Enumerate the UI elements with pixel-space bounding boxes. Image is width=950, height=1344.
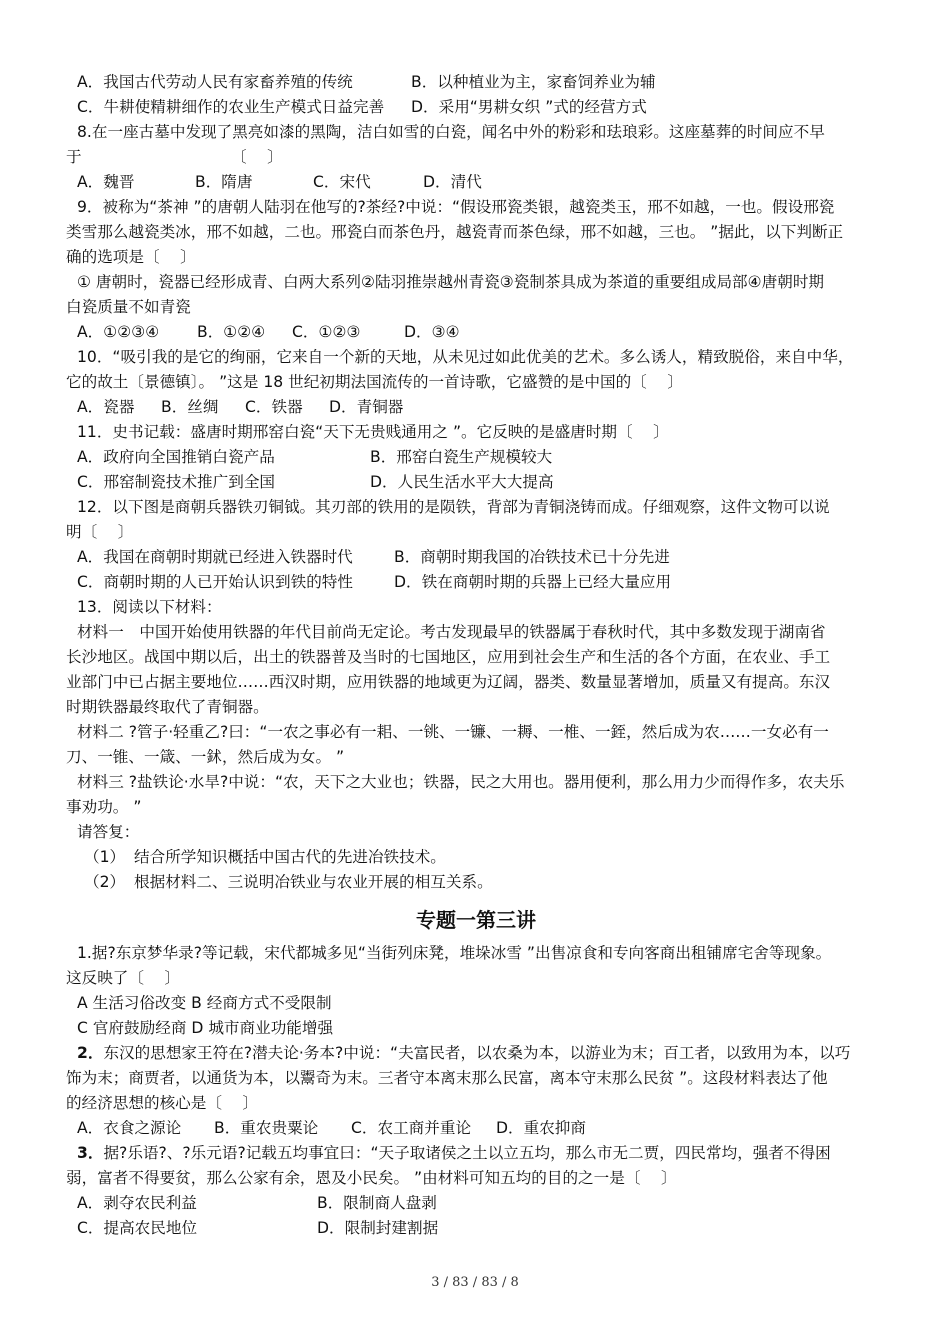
q9-options <box>66 320 886 345</box>
q10-text-line-1: 10．“吸引我的是它的绚丽，它来自一个新的天地，从未见过如此优美的艺术。多么诱人，精致脱俗，来自中华， <box>77 348 854 366</box>
q7-option-c: C．牛耕使精耕细作的农业生产模式日益完善 <box>77 98 385 116</box>
q12-options-row-1 <box>66 545 886 570</box>
q10-options <box>66 395 886 420</box>
s3-q2-number: 2． <box>77 1044 104 1062</box>
q13-material1-line-2: 长沙地区。战国中期以后，出土的铁器普及当时的七国地区，应用到社会生产和生活的各个方面，在农业、手工 <box>66 648 831 666</box>
q7-option-a: A．我国古代劳动人民有家畜养殖的传统 <box>77 73 353 91</box>
s3-q3-option-c: C．提高农民地位 <box>77 1219 198 1237</box>
q9-option-c: C．①②③ <box>292 323 361 341</box>
q13-material2-line-2: 刀、一锥、一箴、一鉥，然后成为女。 ” <box>66 748 345 766</box>
q8-option-d: D．清代 <box>423 173 482 191</box>
s3-q1-text-line-2: 这反映了〔 〕 <box>66 969 181 987</box>
q8-text-line-2 <box>66 145 886 170</box>
q13-sub-question-2 <box>66 870 886 895</box>
q13-sub2-text: 根据材料二、三说明冶铁业与农业开展的相互关系。 <box>134 873 493 891</box>
s3-q1-options-row-1: A 生活习俗改变 B 经商方式不受限制 <box>77 994 332 1012</box>
s3-q3-number: 3． <box>77 1144 104 1162</box>
q12-text-line-2: 明〔 〕 <box>66 523 134 541</box>
s3-q3-option-b: B．限制商人盘剥 <box>317 1194 437 1212</box>
q12-options-row-2 <box>66 570 886 595</box>
q13-material1-line-1: 材料一 中国开始使用铁器的年代目前尚无定论。考古发现最早的铁器属于春秋时代，其中多数发现于湖南省 <box>77 623 826 641</box>
q11-options-row-2 <box>66 470 886 495</box>
document-page <box>66 70 886 1241</box>
q7-options-row-1 <box>66 70 886 95</box>
s3-q2-option-a: A．衣食之源论 <box>77 1119 182 1137</box>
q10-option-c: C．铁器 <box>245 398 303 416</box>
q12-option-a: A．我国在商朝时期就已经进入铁器时代 <box>77 548 353 566</box>
q13-sub1-text: 结合所学知识概括中国古代的先进冶铁技术。 <box>134 848 446 866</box>
q10-option-b: B．丝绸 <box>161 398 219 416</box>
q9-text-line-1: 9．被称为“茶神 ”的唐朝人陆羽在他写的?茶经?中说：“假设邢瓷类银，越瓷类玉，邢不如越，一也。假设邢瓷 <box>77 198 835 216</box>
q10-option-a: A．瓷器 <box>77 398 135 416</box>
q12-option-d: D．铁在商朝时期的兵器上已经大量应用 <box>394 573 672 591</box>
s3-q3-text-line-2: 弱，富者不得要贫，那么公家有余，恩及小民矣。 ”由材料可知五均的目的之一是〔 〕 <box>66 1169 677 1187</box>
s3-q3-option-d: D．限制封建割据 <box>317 1219 439 1237</box>
s3-q3-text-line-1 <box>66 1141 886 1166</box>
section-title: 专题一第三讲 <box>416 908 536 932</box>
s3-q3-options-row-2 <box>66 1216 886 1241</box>
q9-text-line-4: ① 唐朝时，瓷器已经形成青、白两大系列②陆羽推崇越州青瓷③瓷制茶具成为茶道的重要组成局部④唐朝时期 <box>77 273 825 291</box>
q13-material3-line-2: 事劝功。 ” <box>66 798 142 816</box>
s3-q2-option-b: B．重农贵粟论 <box>214 1119 319 1137</box>
q9-text-line-2: 类雪那么越瓷类冰，邢不如越，二也。邢瓷白而茶色丹，越瓷青而茶色绿，邢不如越，三也。 ”据此，以下判断正 <box>66 223 844 241</box>
q9-text-line-5: 白瓷质量不如青瓷 <box>66 298 191 316</box>
q8-line2-start: 于 <box>66 148 82 166</box>
q13-sub2-number: （2） <box>84 873 126 891</box>
q7-options-row-2 <box>66 95 886 120</box>
q13-material1-line-4: 时期铁器最终取代了青铜器。 <box>66 698 269 716</box>
s3-q1-options-row-2: C 官府鼓励经商 D 城市商业功能增强 <box>77 1019 334 1037</box>
q7-option-b: B．以种植业为主，家畜饲养业为辅 <box>411 73 656 91</box>
s3-q2-option-d: D．重农抑商 <box>496 1119 586 1137</box>
q8-option-a: A．魏晋 <box>77 173 135 191</box>
q12-text-line-1: 12．以下图是商朝兵器铁刃铜钺。其刃部的铁用的是陨铁，背部为青铜浇铸而成。仔细观察，这件文物可以说 <box>77 498 830 516</box>
s3-q3-line1: 据?乐语?、?乐元语?记载五均事宜曰：“天子取诸侯之土以立五均，那么市无二贾，四民常均，强者不得困 <box>103 1144 831 1162</box>
q11-text-line-1: 11．史书记载：盛唐时期邢窑白瓷“天下无贵贱通用之 ”。它反映的是盛唐时期〔 〕 <box>77 423 669 441</box>
s3-q2-option-c: C．农工商并重论 <box>351 1119 472 1137</box>
s3-q1-text-line-1: 1.据?东京梦华录?等记载，宋代都城多见“当街列床凳，堆垛冰雪 ”出售凉食和专向客商出租铺席宅舍等现象。 <box>77 944 832 962</box>
s3-q3-option-a: A．剥夺农民利益 <box>77 1194 197 1212</box>
q11-option-b: B．邢窑白瓷生产规模较大 <box>370 448 553 466</box>
s3-q2-text-line-2: 饰为末；商贾者，以通货为本，以鬻奇为末。三者守本离末那么民富，离本守末那么民贫 ”。这段材料表达了他 <box>66 1069 828 1087</box>
q11-option-d: D．人民生活水平大大提高 <box>370 473 554 491</box>
q8-answer-bracket: 〔 〕 <box>231 148 283 166</box>
q8-text-line-1: 8.在一座古墓中发现了黑亮如漆的黑陶，洁白如雪的白瓷，闻名中外的粉彩和珐琅彩。这座墓葬的时间应不早 <box>77 123 825 141</box>
q10-option-d: D．青铜器 <box>329 398 404 416</box>
q11-option-a: A．政府向全国推销白瓷产品 <box>77 448 275 466</box>
q12-option-c: C．商朝时期的人已开始认识到铁的特性 <box>77 573 353 591</box>
s3-q2-options <box>66 1116 886 1141</box>
q13-material2-line-1: 材料二 ?管子·轻重乙?曰：“一农之事必有一耜、一铫、一镰、一耨、一椎、一銍，然后成为农……一女必有一 <box>77 723 829 741</box>
q9-text-line-3: 确的选项是〔 〕 <box>66 248 196 266</box>
q11-option-c: C．邢窑制瓷技术推广到全国 <box>77 473 276 491</box>
q13-sub-question-1 <box>66 845 886 870</box>
q13-material1-line-3: 业部门中已占据主要地位……西汉时期，应用铁器的地域更为辽阔，器类、数量显著增加，质量又有提高。东汉 <box>66 673 831 691</box>
q9-option-d: D．③④ <box>404 323 460 341</box>
s3-q2-line1: 东汉的思想家王符在?潜夫论·务本?中说：“夫富民者，以农桑为本，以游业为末；百工者，以致用为本，以巧 <box>103 1044 851 1062</box>
q13-text-line-1: 13．阅读以下材料： <box>77 598 222 616</box>
q8-option-b: B．隋唐 <box>195 173 253 191</box>
q11-options-row-1 <box>66 445 886 470</box>
q9-option-a: A．①②③④ <box>77 323 160 341</box>
page-number-footer: 3 / 83 / 83 / 8 <box>431 1275 519 1290</box>
q13-ask: 请答复： <box>77 823 140 841</box>
s3-q2-text-line-1 <box>66 1041 886 1066</box>
q13-sub1-number: （1） <box>84 848 126 866</box>
q8-option-c: C．宋代 <box>313 173 371 191</box>
q12-option-b: B．商朝时期我国的冶铁技术已十分先进 <box>394 548 670 566</box>
s3-q2-text-line-3: 的经济思想的核心是〔 〕 <box>66 1094 259 1112</box>
q7-option-d: D．采用“男耕女织 ”式的经营方式 <box>411 98 647 116</box>
q13-material3-line-1: 材料三 ?盐铁论·水旱?中说：“农，天下之大业也；铁器，民之大用也。器用便利，那么用力少而得作多，农夫乐 <box>77 773 845 791</box>
s3-q3-options-row-1 <box>66 1191 886 1216</box>
q8-options <box>66 170 886 195</box>
q10-text-line-2: 它的故土〔景德镇〕。 ”这是 18 世纪初期法国流传的一首诗歌，它盛赞的是中国的〔 〕 <box>66 373 683 391</box>
q9-option-b: B．①②④ <box>197 323 266 341</box>
